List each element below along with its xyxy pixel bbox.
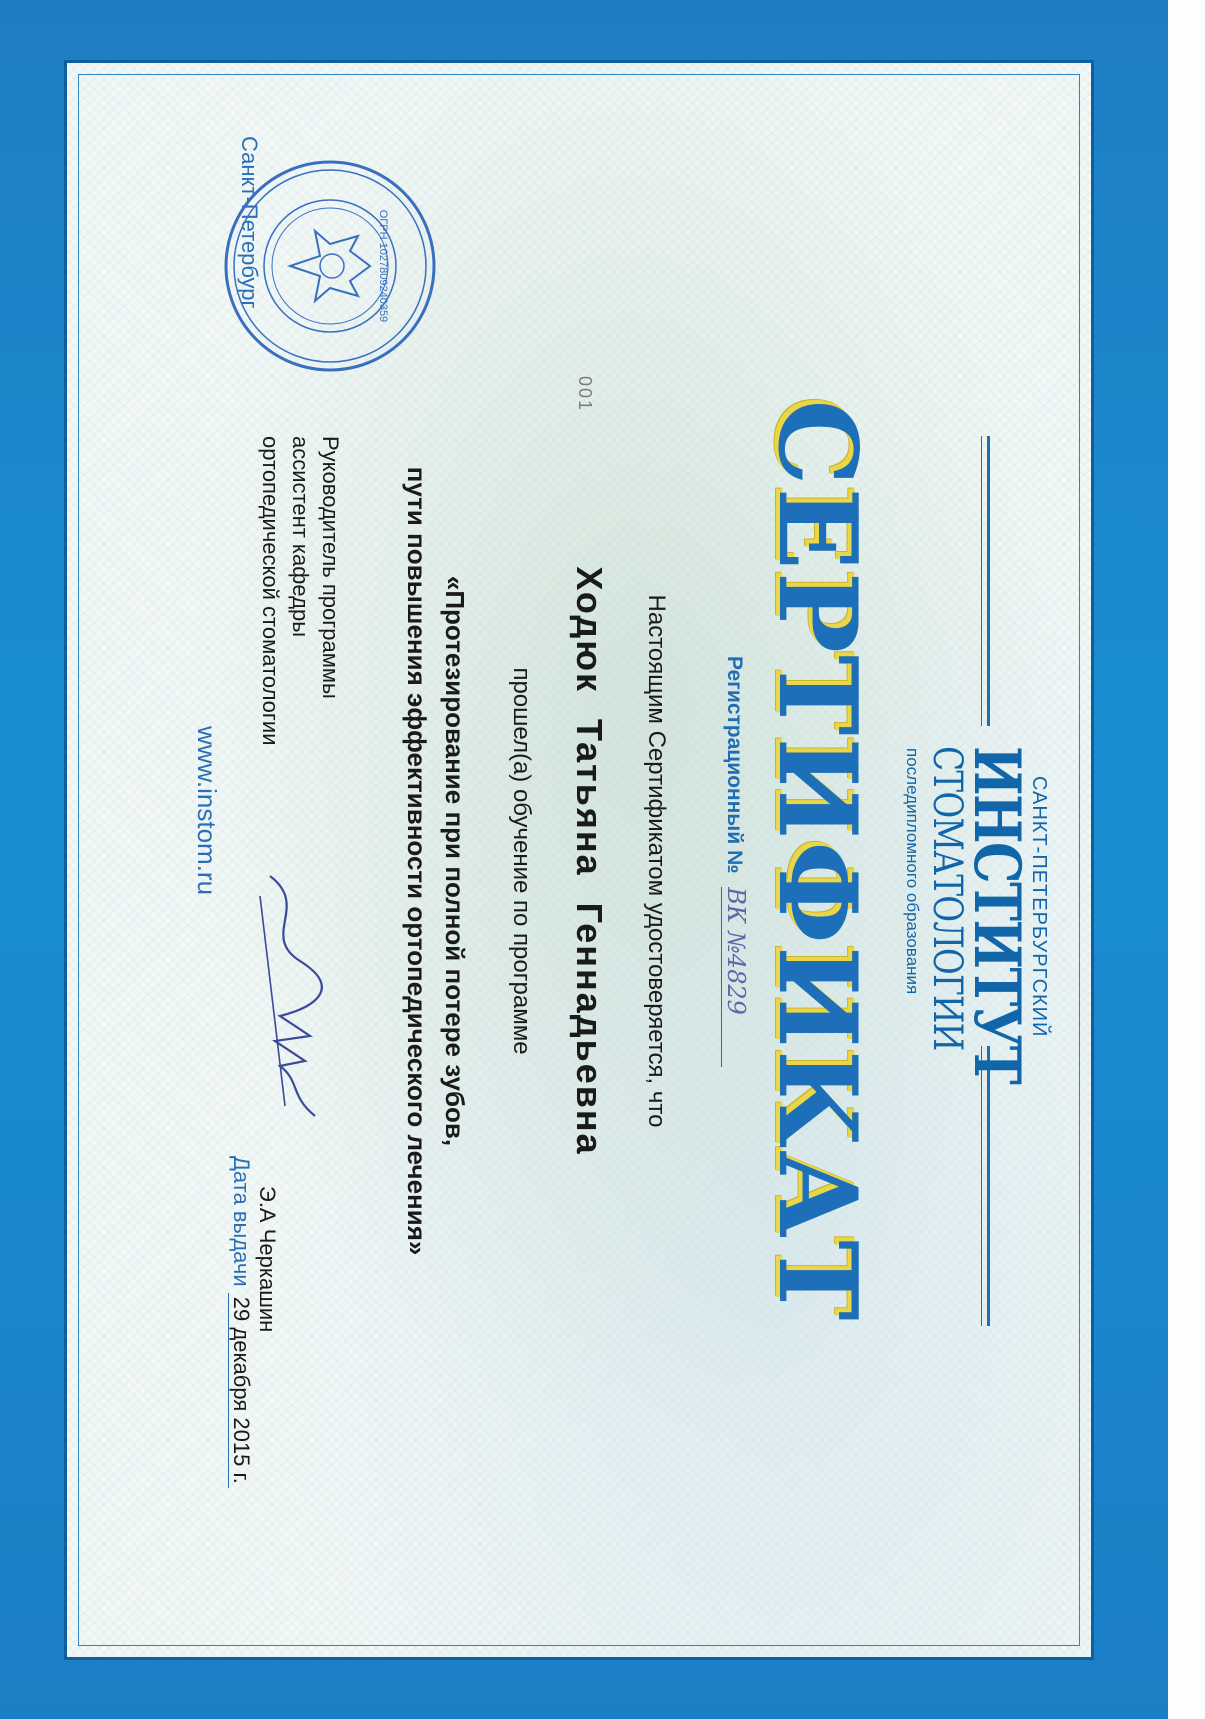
issue-city: Санкт-Петербург [237, 136, 262, 309]
registration-row [721, 656, 750, 1067]
signer-role-line-3: ортопедической стоматологии [258, 436, 283, 746]
institute-seal-stamp [220, 156, 440, 376]
logo-subtitle: последипломного образования [903, 748, 922, 995]
signer-role-line-2: ассистент кафедры [288, 436, 313, 638]
logo-rule-left-thin [981, 436, 982, 726]
institute-logo [890, 736, 1070, 1096]
logo-rule-left [987, 436, 990, 726]
logo-rule-right-thin [981, 1046, 982, 1326]
logo-word-stomatology: СТОМАТОЛОГИИ [924, 746, 970, 1051]
certificate-content [80, 76, 1080, 1646]
registration-number: ВК №4829 [721, 887, 750, 1067]
issue-date-row [228, 1156, 254, 1488]
certify-text: Настоящим Сертификатом удостоверяется, что [643, 594, 670, 1128]
program-title-line-1: «Протезирование при полной потере зубов, [440, 575, 470, 1147]
website-url: www.instom.ru [192, 726, 222, 896]
serial-mark: 001 [575, 376, 595, 413]
signer-name: Э.А Черкашин [255, 1186, 280, 1333]
certificate-title: СЕРТИФИКАТ [754, 399, 880, 1323]
logo-word-institute: ИНСТИТУТ [959, 746, 1034, 1084]
signer-role-line-1: Руководитель программы [318, 436, 343, 699]
signer-role [255, 436, 345, 746]
program-title-line-2: пути повышения эффективности ортопедического лечения» [402, 466, 432, 1256]
person-name: Ходюк Татьяна Геннадьевна [569, 566, 610, 1156]
logo-rule-right [987, 1046, 990, 1326]
handwritten-signature [250, 866, 330, 1126]
issue-date-value: 29 декабря 2015 г. [228, 1293, 254, 1488]
seal-ogrn-text: ОГРН 1027809240359 [377, 209, 389, 323]
logo-city-line: САНКТ-ПЕТЕРБУРГСКИЙ [1028, 776, 1050, 1038]
issue-date-label: Дата выдачи [229, 1156, 254, 1287]
registration-label: Регистрационный № [723, 656, 746, 874]
completed-text: прошел(а) обучение по программе [508, 667, 535, 1055]
